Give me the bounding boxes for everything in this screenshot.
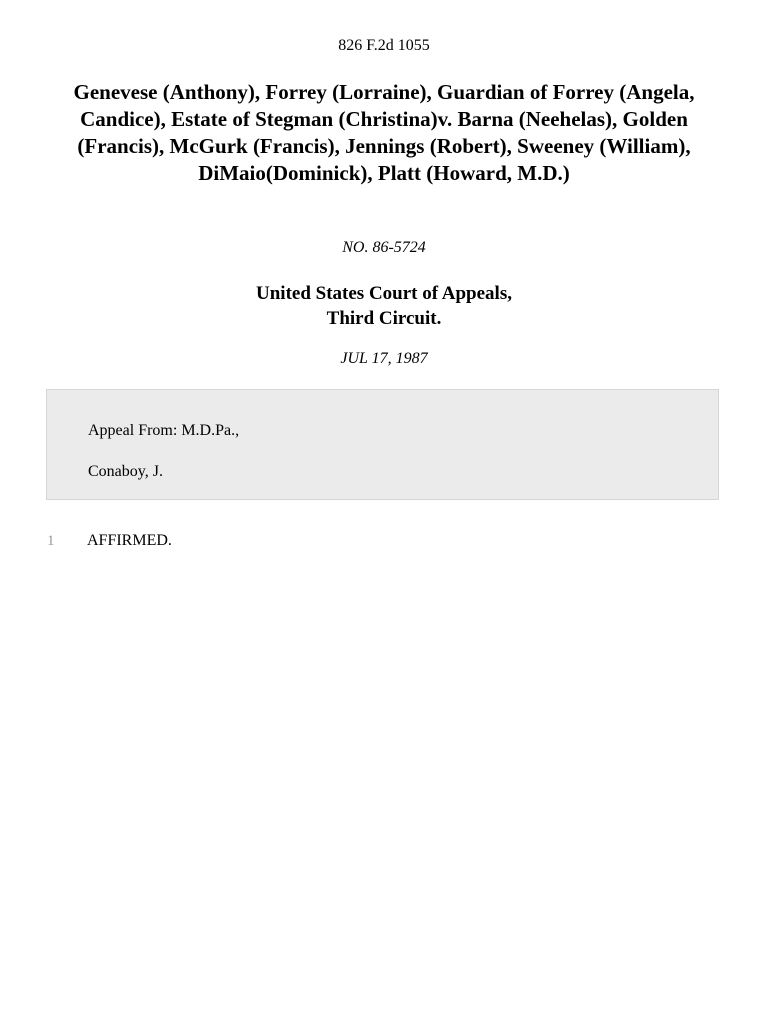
judge: Conaboy, J. [88, 463, 163, 480]
paragraph-number: 1 [47, 533, 55, 549]
decision-date: JUL 17, 1987 [340, 350, 428, 367]
appeal-from: Appeal From: M.D.Pa., [88, 422, 240, 439]
docket-number: NO. 86-5724 [342, 239, 426, 256]
court-line-2: Third Circuit. [326, 308, 442, 329]
court-line-1: United States Court of Appeals, [256, 283, 512, 304]
case-title: Genevese (Anthony), Forrey (Lorraine), Guardian of Forrey (Angela, Candice), Estate of Stegman (Christina)v. Barna (Neehelas), Golden (Francis), McGurk (Francis), Jennings (Robert), Sweeney (William), DiMaio(Dominick), Platt (Howard, M.D.) [73, 80, 695, 185]
paragraph [0, 530, 768, 552]
paragraph-text: AFFIRMED. [87, 532, 172, 549]
citation: 826 F.2d 1055 [338, 37, 430, 54]
court-name [0, 281, 768, 331]
case-info-box [46, 389, 719, 500]
